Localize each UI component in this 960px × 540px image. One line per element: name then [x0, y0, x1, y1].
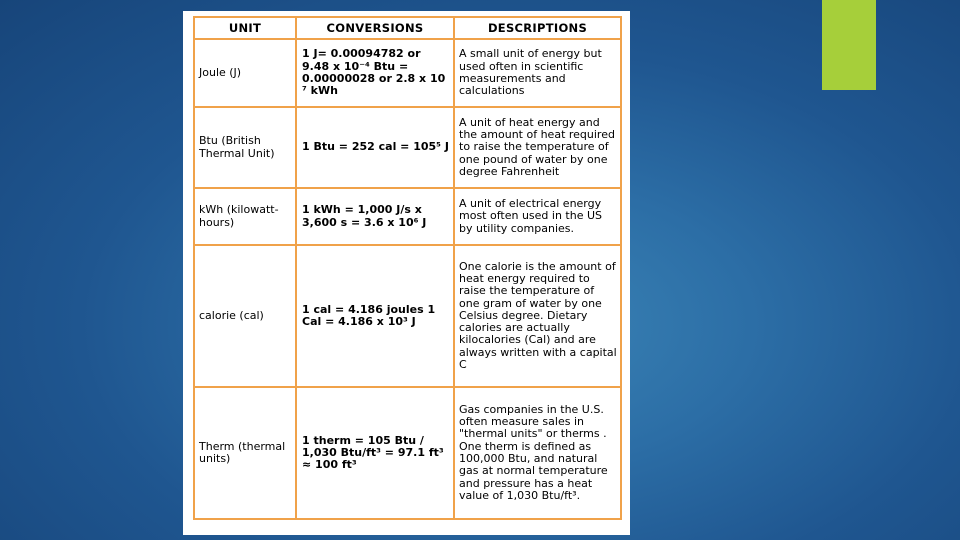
description-cell: One calorie is the amount of heat energy required to raise the temperature of one gram of water by one Celsius degree. Dietary calories are actually kilocalories (Cal) and are always written with a capital C	[454, 245, 621, 387]
table-row	[194, 39, 621, 107]
energy-units-table	[193, 16, 622, 520]
description-cell: A small unit of energy but used often in scientific measurements and calculations	[454, 39, 621, 107]
energy-units-table-image	[183, 11, 630, 535]
table-header-row	[194, 17, 621, 39]
description-cell: A unit of electrical energy most often used in the US by utility companies.	[454, 188, 621, 245]
table-row	[194, 107, 621, 188]
unit-cell: kWh (kilowatt-hours)	[194, 188, 296, 245]
table-row	[194, 387, 621, 519]
conversion-cell: 1 J= 0.00094782 or 9.48 x 10⁻⁴ Btu = 0.00000028 or 2.8 x 10 ⁷ kWh	[296, 39, 454, 107]
description-cell: Gas companies in the U.S. often measure sales in "thermal units" or therms . One therm is defined as 100,000 Btu, and natural gas at normal temperature and pressure has a heat value of 1,030 Btu/ft³.	[454, 387, 621, 519]
conversion-cell: 1 cal = 4.186 joules 1 Cal = 4.186 x 10³ J	[296, 245, 454, 387]
unit-cell: Therm (thermal units)	[194, 387, 296, 519]
header-descriptions: DESCRIPTIONS	[454, 17, 621, 39]
table-row	[194, 245, 621, 387]
unit-cell: calorie (cal)	[194, 245, 296, 387]
table-row	[194, 188, 621, 245]
conversion-cell: 1 kWh = 1,000 J/s x 3,600 s = 3.6 x 10⁶ J	[296, 188, 454, 245]
conversion-cell: 1 Btu = 252 cal = 105⁵ J	[296, 107, 454, 188]
conversion-cell: 1 therm = 105 Btu / 1,030 Btu/ft³ = 97.1 ft³ ≈ 100 ft³	[296, 387, 454, 519]
header-conversions: CONVERSIONS	[296, 17, 454, 39]
accent-bar	[822, 0, 876, 90]
unit-cell: Btu (British Thermal Unit)	[194, 107, 296, 188]
header-unit: UNIT	[194, 17, 296, 39]
unit-cell: Joule (J)	[194, 39, 296, 107]
description-cell: A unit of heat energy and the amount of heat required to raise the temperature of one pound of water by one degree Fahrenheit	[454, 107, 621, 188]
